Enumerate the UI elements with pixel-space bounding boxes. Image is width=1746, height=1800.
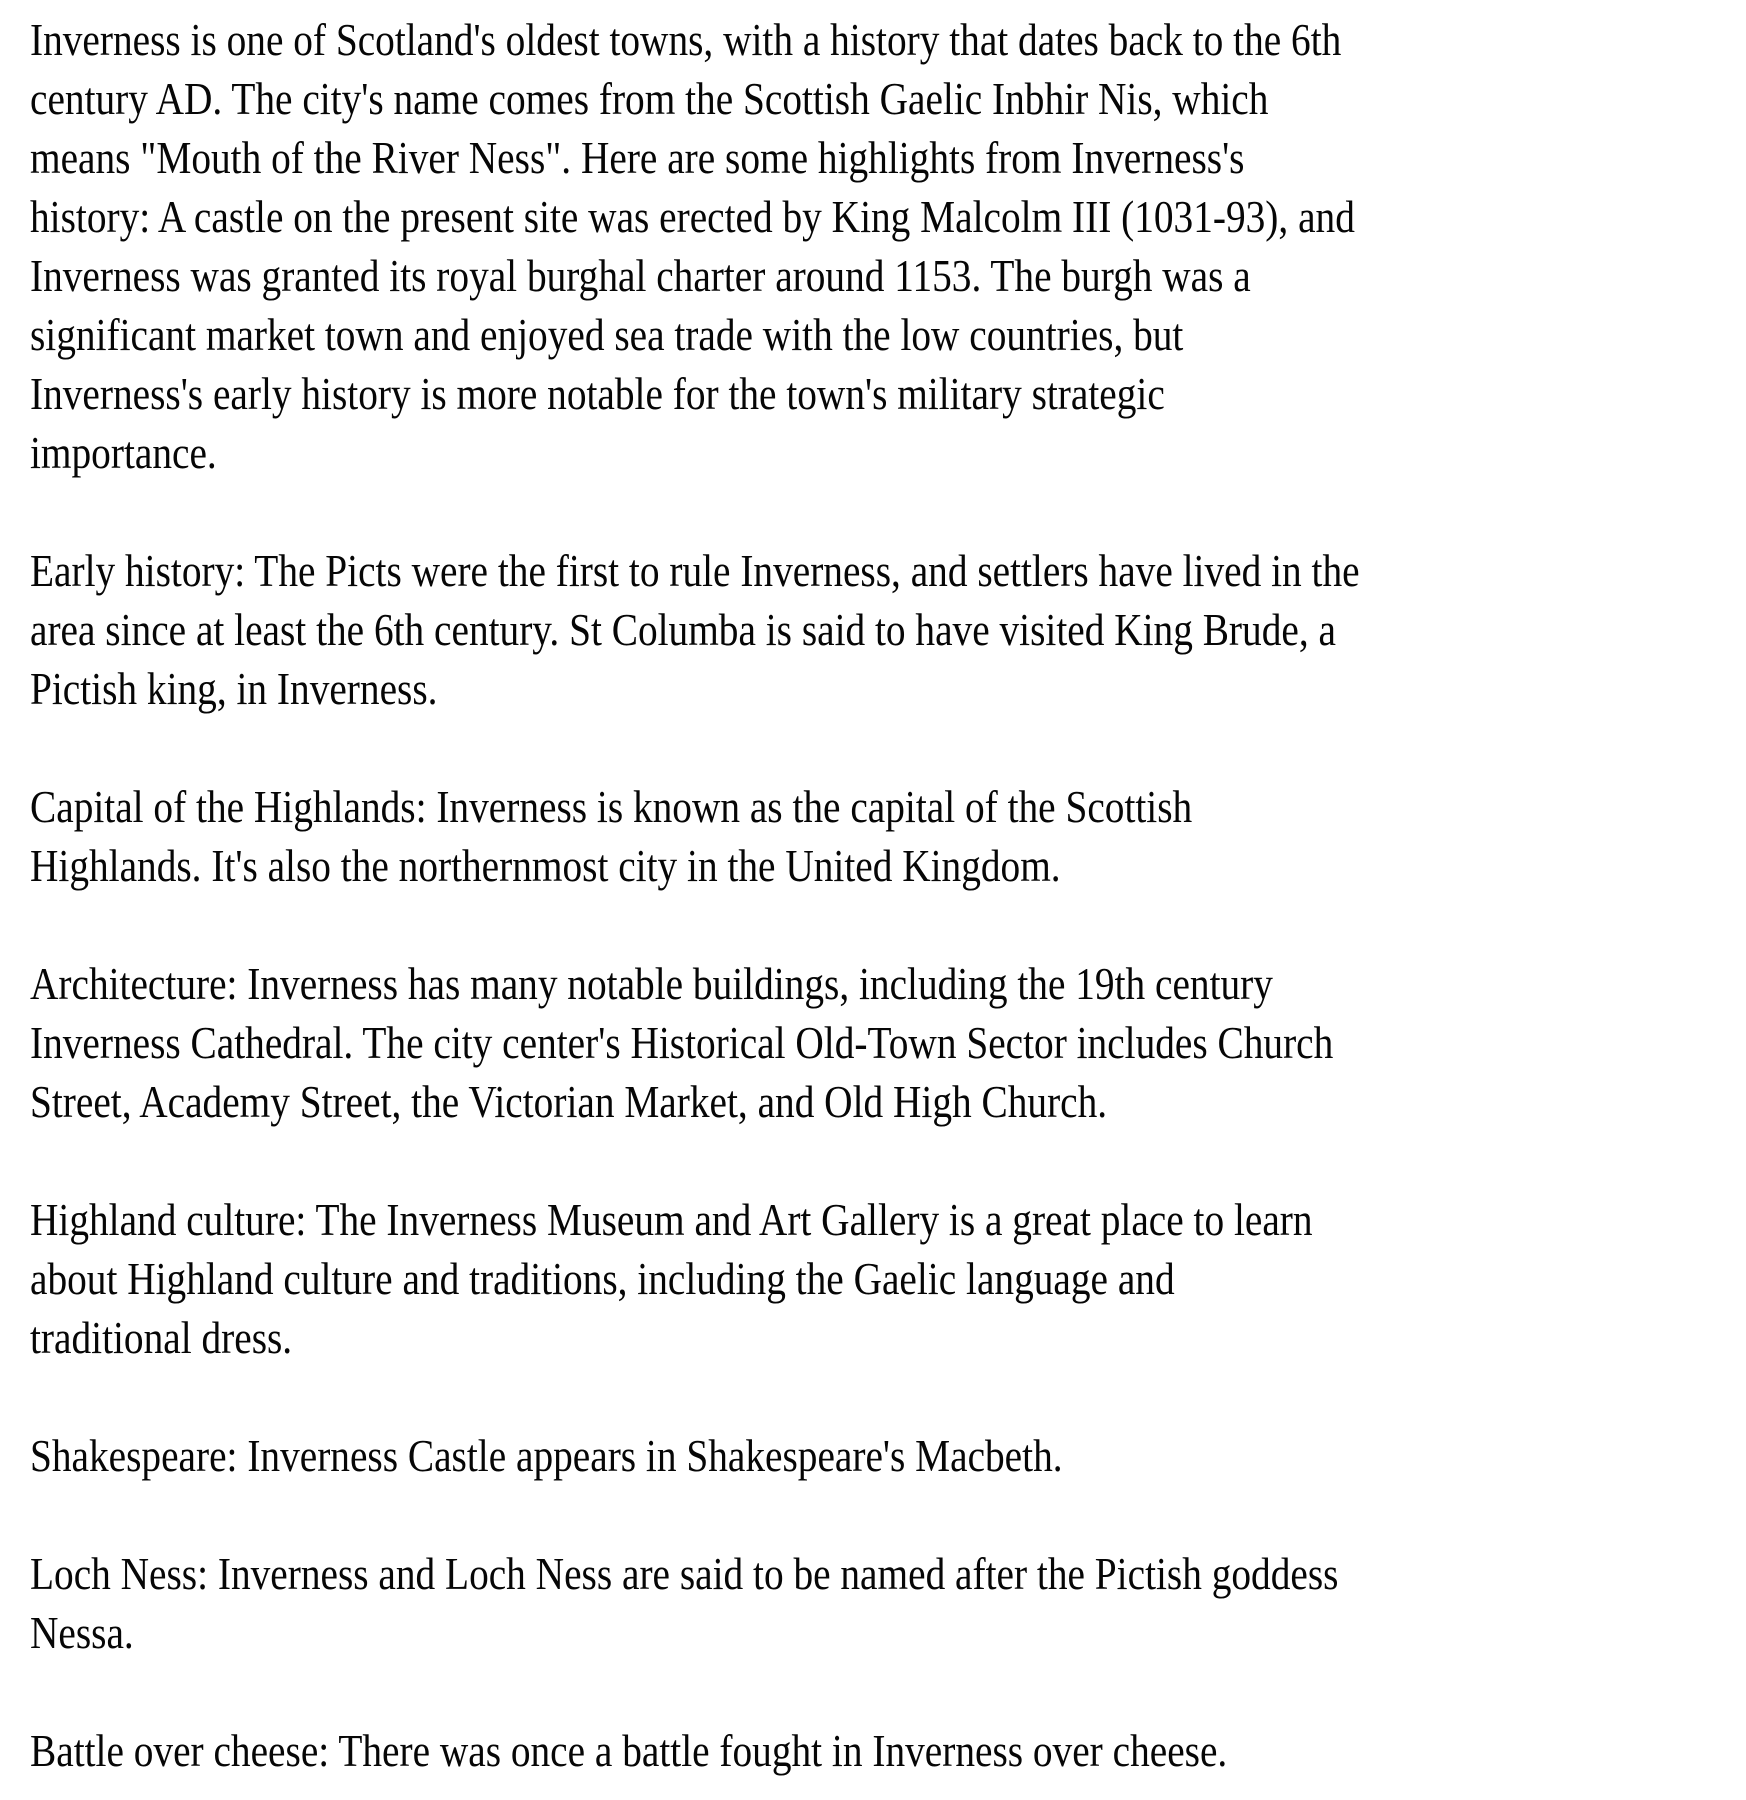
text-line: Inverness was granted its royal burghal charter around 1153. The burgh was a [30,250,1251,301]
paragraph-loch-ness [30,1544,1740,1662]
paragraph-capital-of-the-highlands [30,777,1740,895]
paragraph-shakespeare [30,1426,1740,1485]
text-line: importance. [30,427,217,478]
paragraph-early-history [30,541,1740,718]
text-line: area since at least the 6th century. St Columba is said to have visited King Brude, a [30,604,1336,655]
text-line: Architecture: Inverness has many notable buildings, including the 19th century [30,958,1273,1009]
text-line: Loch Ness: Inverness and Loch Ness are said to be named after the Pictish goddess [30,1548,1339,1599]
text-line: about Highland culture and traditions, including the Gaelic language and [30,1253,1175,1304]
text-line: Shakespeare: Inverness Castle appears in Shakespeare's Macbeth. [30,1430,1063,1481]
text-line: Street, Academy Street, the Victorian Market, and Old High Church. [30,1076,1108,1127]
text-line: history: A castle on the present site was erected by King Malcolm III (1031-93), and [30,191,1355,242]
text-line: Early history: The Picts were the first to rule Inverness, and settlers have lived in the [30,545,1360,596]
text-line: traditional dress. [30,1312,293,1363]
text-line: significant market town and enjoyed sea trade with the low countries, but [30,309,1184,360]
text-line: Capital of the Highlands: Inverness is known as the capital of the Scottish [30,781,1193,832]
text-line: Pictish king, in Inverness. [30,663,438,714]
text-line: Highlands. It's also the northernmost city in the United Kingdom. [30,840,1061,891]
text-line: Inverness Cathedral. The city center's Historical Old-Town Sector includes Church [30,1017,1334,1068]
text-line: means "Mouth of the River Ness". Here are some highlights from Inverness's [30,132,1245,183]
text-line: Highland culture: The Inverness Museum and Art Gallery is a great place to learn [30,1194,1313,1245]
text-line: Battle over cheese: There was once a battle fought in Inverness over cheese. [30,1725,1228,1776]
paragraph-highland-culture [30,1190,1740,1367]
text-line: Inverness's early history is more notable for the town's military strategic [30,368,1165,419]
paragraph-intro-history [30,10,1740,482]
text-line: century AD. The city's name comes from the Scottish Gaelic Inbhir Nis, which [30,73,1269,124]
text-line: Inverness is one of Scotland's oldest towns, with a history that dates back to the 6th [30,14,1342,65]
paragraph-architecture [30,954,1740,1131]
document-body [30,10,1740,1780]
paragraph-battle-over-cheese [30,1721,1740,1780]
text-line: Nessa. [30,1607,134,1658]
